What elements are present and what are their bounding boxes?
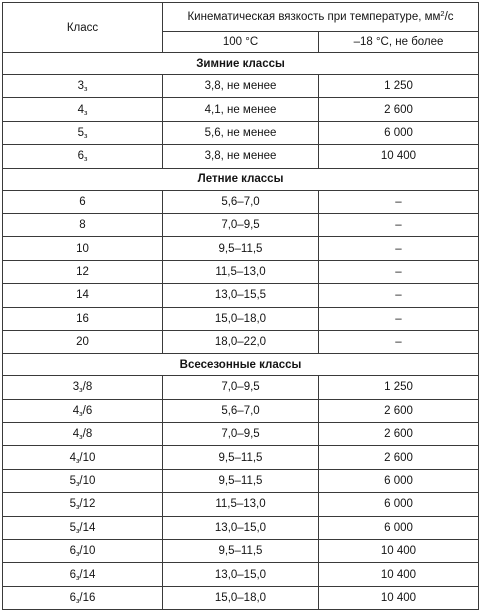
col-minus18-header: –18 °С, не более bbox=[319, 32, 479, 53]
class-cell bbox=[3, 98, 163, 121]
class-cell bbox=[3, 307, 163, 330]
table-row bbox=[3, 75, 479, 98]
class-cell bbox=[3, 516, 163, 539]
viscosity-minus18-cell: 6 000 bbox=[319, 121, 479, 144]
table-row bbox=[3, 376, 479, 399]
class-cell bbox=[3, 399, 163, 422]
viscosity-minus18-cell: 6 000 bbox=[319, 469, 479, 492]
viscosity-100-cell: 9,5–11,5 bbox=[163, 469, 319, 492]
class-subscript: з bbox=[79, 432, 83, 442]
table-row bbox=[3, 399, 479, 422]
viscosity-100-cell: 7,0–9,5 bbox=[163, 423, 319, 446]
class-subscript: з bbox=[83, 154, 88, 164]
class-number: 3 bbox=[72, 381, 80, 394]
viscosity-minus18-cell: 6 000 bbox=[319, 493, 479, 516]
class-number: 6 bbox=[69, 568, 76, 581]
viscosity-minus18-cell: 2 600 bbox=[319, 399, 479, 422]
viscosity-minus18-cell: 6 000 bbox=[319, 516, 479, 539]
class-number: 8 bbox=[79, 219, 86, 232]
class-number: 16 bbox=[76, 312, 89, 325]
table-row bbox=[3, 237, 479, 260]
class-suffix: /10 bbox=[79, 545, 96, 558]
class-cell bbox=[3, 469, 163, 492]
class-cell bbox=[3, 121, 163, 144]
table-row bbox=[3, 121, 479, 144]
class-suffix: /6 bbox=[82, 404, 93, 417]
viscosity-100-cell: 15,0–18,0 bbox=[163, 586, 319, 609]
table-row bbox=[3, 423, 479, 446]
class-subscript: з bbox=[79, 385, 83, 395]
class-cell bbox=[3, 540, 163, 563]
viscosity-100-cell: 9,5–11,5 bbox=[163, 446, 319, 469]
class-cell bbox=[3, 75, 163, 98]
table-row bbox=[3, 540, 479, 563]
class-cell bbox=[3, 284, 163, 307]
table-row bbox=[3, 493, 479, 516]
class-cell bbox=[3, 260, 163, 283]
class-number: 12 bbox=[76, 265, 89, 278]
table-row bbox=[3, 516, 479, 539]
class-number: 6 bbox=[69, 545, 76, 558]
viscosity-100-cell: 13,0–15,5 bbox=[163, 284, 319, 307]
table-row bbox=[3, 586, 479, 609]
viscosity-100-cell: 9,5–11,5 bbox=[163, 237, 319, 260]
class-subscript: з bbox=[75, 455, 80, 465]
viscosity-100-cell: 11,5–13,0 bbox=[163, 260, 319, 283]
class-subscript: з bbox=[75, 549, 80, 559]
class-cell bbox=[3, 213, 163, 236]
viscosity-100-cell: 15,0–18,0 bbox=[163, 307, 319, 330]
table-row bbox=[3, 284, 479, 307]
class-number: 5 bbox=[69, 521, 76, 534]
class-subscript: з bbox=[83, 107, 88, 117]
class-suffix: /14 bbox=[79, 568, 96, 581]
viscosity-100-cell: 18,0–22,0 bbox=[163, 330, 319, 353]
class-suffix: /8 bbox=[82, 428, 93, 441]
viscosity-100-cell: 5,6, не менее bbox=[163, 121, 319, 144]
section-row bbox=[3, 354, 479, 376]
class-suffix: /8 bbox=[82, 381, 93, 394]
table-row bbox=[3, 213, 479, 236]
viscosity-minus18-cell: 2 600 bbox=[319, 423, 479, 446]
table-row bbox=[3, 563, 479, 586]
viscosity-minus18-cell: 1 250 bbox=[319, 75, 479, 98]
class-cell bbox=[3, 190, 163, 213]
viscosity-100-cell: 5,6–7,0 bbox=[163, 190, 319, 213]
class-suffix: /16 bbox=[79, 592, 96, 604]
viscosity-minus18-cell: – bbox=[319, 307, 479, 330]
table-row bbox=[3, 446, 479, 469]
class-subscript: з bbox=[75, 479, 80, 489]
class-cell bbox=[3, 237, 163, 260]
table-row bbox=[3, 260, 479, 283]
viscosity-100-cell: 3,8, не менее bbox=[163, 145, 319, 168]
class-number: 4 bbox=[72, 428, 80, 441]
section-row bbox=[3, 53, 479, 75]
viscosity-minus18-cell: 2 600 bbox=[319, 98, 479, 121]
class-subscript: з bbox=[83, 130, 88, 140]
viscosity-100-cell: 7,0–9,5 bbox=[163, 376, 319, 399]
unit-superscript: 2 bbox=[440, 9, 445, 18]
class-subscript: з bbox=[83, 84, 88, 94]
class-subscript: з bbox=[75, 502, 80, 512]
viscosity-100-cell: 4,1, не менее bbox=[163, 98, 319, 121]
viscosity-100-cell: 11,5–13,0 bbox=[163, 493, 319, 516]
table-row bbox=[3, 469, 479, 492]
viscosity-100-cell: 13,0–15,0 bbox=[163, 563, 319, 586]
class-number: 4 bbox=[77, 103, 84, 116]
viscosity-minus18-cell: – bbox=[319, 260, 479, 283]
class-suffix: /10 bbox=[79, 451, 96, 464]
viscosity-minus18-cell: 2 600 bbox=[319, 446, 479, 469]
class-header: Класс bbox=[3, 3, 163, 53]
class-cell bbox=[3, 586, 163, 609]
section-title: Зимние классы bbox=[3, 53, 479, 75]
viscosity-100-cell: 7,0–9,5 bbox=[163, 213, 319, 236]
class-number: 5 bbox=[69, 498, 76, 511]
class-subscript: з bbox=[75, 596, 80, 605]
table-row bbox=[3, 145, 479, 168]
section-row bbox=[3, 168, 479, 190]
class-number: 6 bbox=[69, 592, 76, 604]
class-number: 6 bbox=[79, 195, 86, 208]
class-number: 5 bbox=[69, 475, 76, 488]
viscosity-minus18-cell: – bbox=[319, 330, 479, 353]
class-suffix: /12 bbox=[79, 498, 96, 511]
class-cell bbox=[3, 145, 163, 168]
class-suffix: /10 bbox=[79, 475, 96, 488]
class-cell bbox=[3, 376, 163, 399]
class-cell bbox=[3, 446, 163, 469]
class-number: 4 bbox=[69, 451, 76, 464]
viscosity-minus18-cell: 10 400 bbox=[319, 540, 479, 563]
class-cell bbox=[3, 330, 163, 353]
viscosity-100-cell: 9,5–11,5 bbox=[163, 540, 319, 563]
class-subscript: з bbox=[79, 408, 83, 418]
class-number: 14 bbox=[76, 289, 89, 302]
class-cell bbox=[3, 563, 163, 586]
viscosity-minus18-cell: – bbox=[319, 237, 479, 260]
viscosity-minus18-cell: – bbox=[319, 284, 479, 307]
class-number: 20 bbox=[76, 336, 89, 349]
viscosity-minus18-cell: 10 400 bbox=[319, 586, 479, 609]
table-row bbox=[3, 190, 479, 213]
table-row bbox=[3, 330, 479, 353]
class-suffix: /14 bbox=[79, 521, 96, 534]
class-number: 4 bbox=[72, 404, 80, 417]
class-subscript: з bbox=[75, 525, 80, 535]
col-100-header: 100 °С bbox=[163, 32, 319, 53]
class-subscript: з bbox=[75, 572, 80, 582]
class-number: 10 bbox=[76, 242, 89, 255]
viscosity-header-text: Кинематическая вязкость при температуре, мм bbox=[187, 11, 441, 23]
viscosity-100-cell: 13,0–15,0 bbox=[163, 516, 319, 539]
viscosity-minus18-cell: 1 250 bbox=[319, 376, 479, 399]
viscosity-minus18-cell: – bbox=[319, 213, 479, 236]
section-title: Летние классы bbox=[3, 168, 479, 190]
viscosity-100-cell: 3,8, не менее bbox=[163, 75, 319, 98]
viscosity-header bbox=[163, 3, 479, 32]
class-cell bbox=[3, 423, 163, 446]
class-number: 6 bbox=[77, 150, 84, 163]
viscosity-100-cell: 5,6–7,0 bbox=[163, 399, 319, 422]
section-title: Всесезонные классы bbox=[3, 354, 479, 376]
viscosity-table bbox=[2, 2, 479, 610]
class-number: 5 bbox=[77, 126, 84, 139]
class-number: 3 bbox=[77, 80, 84, 93]
viscosity-minus18-cell: 10 400 bbox=[319, 563, 479, 586]
unit-tail: /с bbox=[444, 11, 454, 23]
table-row bbox=[3, 98, 479, 121]
viscosity-minus18-cell: 10 400 bbox=[319, 145, 479, 168]
class-cell bbox=[3, 493, 163, 516]
table-body bbox=[3, 53, 479, 610]
viscosity-minus18-cell: – bbox=[319, 190, 479, 213]
table-row bbox=[3, 307, 479, 330]
